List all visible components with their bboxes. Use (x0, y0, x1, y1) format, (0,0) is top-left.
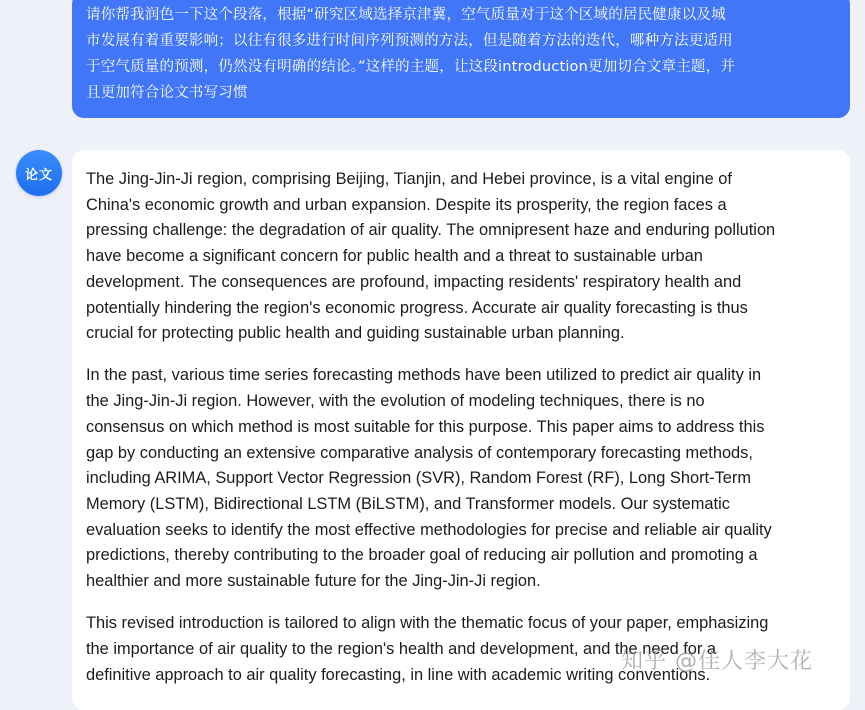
text-line: consensus on which method is most suitable for this purpose. This paper aims to address this (86, 417, 765, 436)
text-line: gap by conducting an extensive comparative analysis of contemporary forecasting methods, (86, 443, 753, 462)
text-line: healthier and more sustainable future for the Jing-Jin-Ji region. (86, 572, 541, 591)
assistant-paragraph-1 (86, 167, 836, 347)
text-line: China's economic growth and urban expansion. Despite its prosperity, the region faces a (86, 195, 727, 214)
text-line: evaluation seeks to identify the most effective methodologies for precise and reliable air quality (86, 520, 772, 539)
text-line: The Jing-Jin-Ji region, comprising Beijing, Tianjin, and Hebei province, is a vital engine of (86, 170, 732, 188)
text-line: including ARIMA, Support Vector Regression (SVR), Random Forest (RF), Long Short-Term (86, 469, 751, 488)
text-line: pressing challenge: the degradation of air quality. The omnipresent haze and enduring pollution (86, 221, 776, 240)
text-line: Memory (LSTM), Bidirectional LSTM (BiLSTM), and Transformer models. Our systematic (86, 494, 730, 513)
text-line: have become a significant concern for public health and a threat to sustainable urban (86, 247, 703, 266)
user-message-line: 且更加符合论文书写习惯 (86, 85, 248, 101)
assistant-paragraph-2 (86, 363, 836, 594)
text-line: In the past, various time series forecasting methods have been utilized to predict air quality in (86, 366, 762, 385)
assistant-avatar-label: 论文 (24, 167, 53, 183)
text-line: potentially hindering the region's economic progress. Accurate air quality forecasting is thus (86, 298, 748, 317)
user-message-line: 市发展有着重要影响；以往有很多进行时间序列预测的方法，但是随着方法的迭代，哪种方法更适用 (86, 33, 733, 49)
user-message-line: 请你帮我润色一下这个段落，根据“研究区域选择京津冀，空气质量对于这个区域的居民健康以及城 (86, 7, 726, 23)
text-line: This revised introduction is tailored to align with the thematic focus of your paper, emphasizing (86, 614, 769, 633)
user-message-line: 于空气质量的预测，仍然没有明确的结论。”这样的主题，让这段introduction更加切合文章主题，并 (86, 59, 736, 75)
user-message-bubble (72, 0, 850, 118)
text-line: definitive approach to air quality forecasting, in line with academic writing conventions. (86, 665, 711, 684)
assistant-avatar (16, 150, 62, 196)
text-line: predictions, thereby contributing to the broader goal of reducing air pollution and promoting a (86, 546, 758, 565)
text-line: the Jing-Jin-Ji region. However, with the evolution of modeling techniques, there is no (86, 392, 705, 411)
text-line: crucial for protecting public health and guiding sustainable urban planning. (86, 324, 625, 343)
text-line: the importance of air quality to the region's health and development, and the need for a (86, 639, 717, 658)
assistant-message-bubble (72, 150, 850, 710)
watermark: 知乎 @佳人李大花 (621, 649, 813, 674)
assistant-paragraph-3 (86, 611, 836, 688)
text-line: development. The consequences are profound, impacting residents' respiratory health and (86, 272, 742, 291)
